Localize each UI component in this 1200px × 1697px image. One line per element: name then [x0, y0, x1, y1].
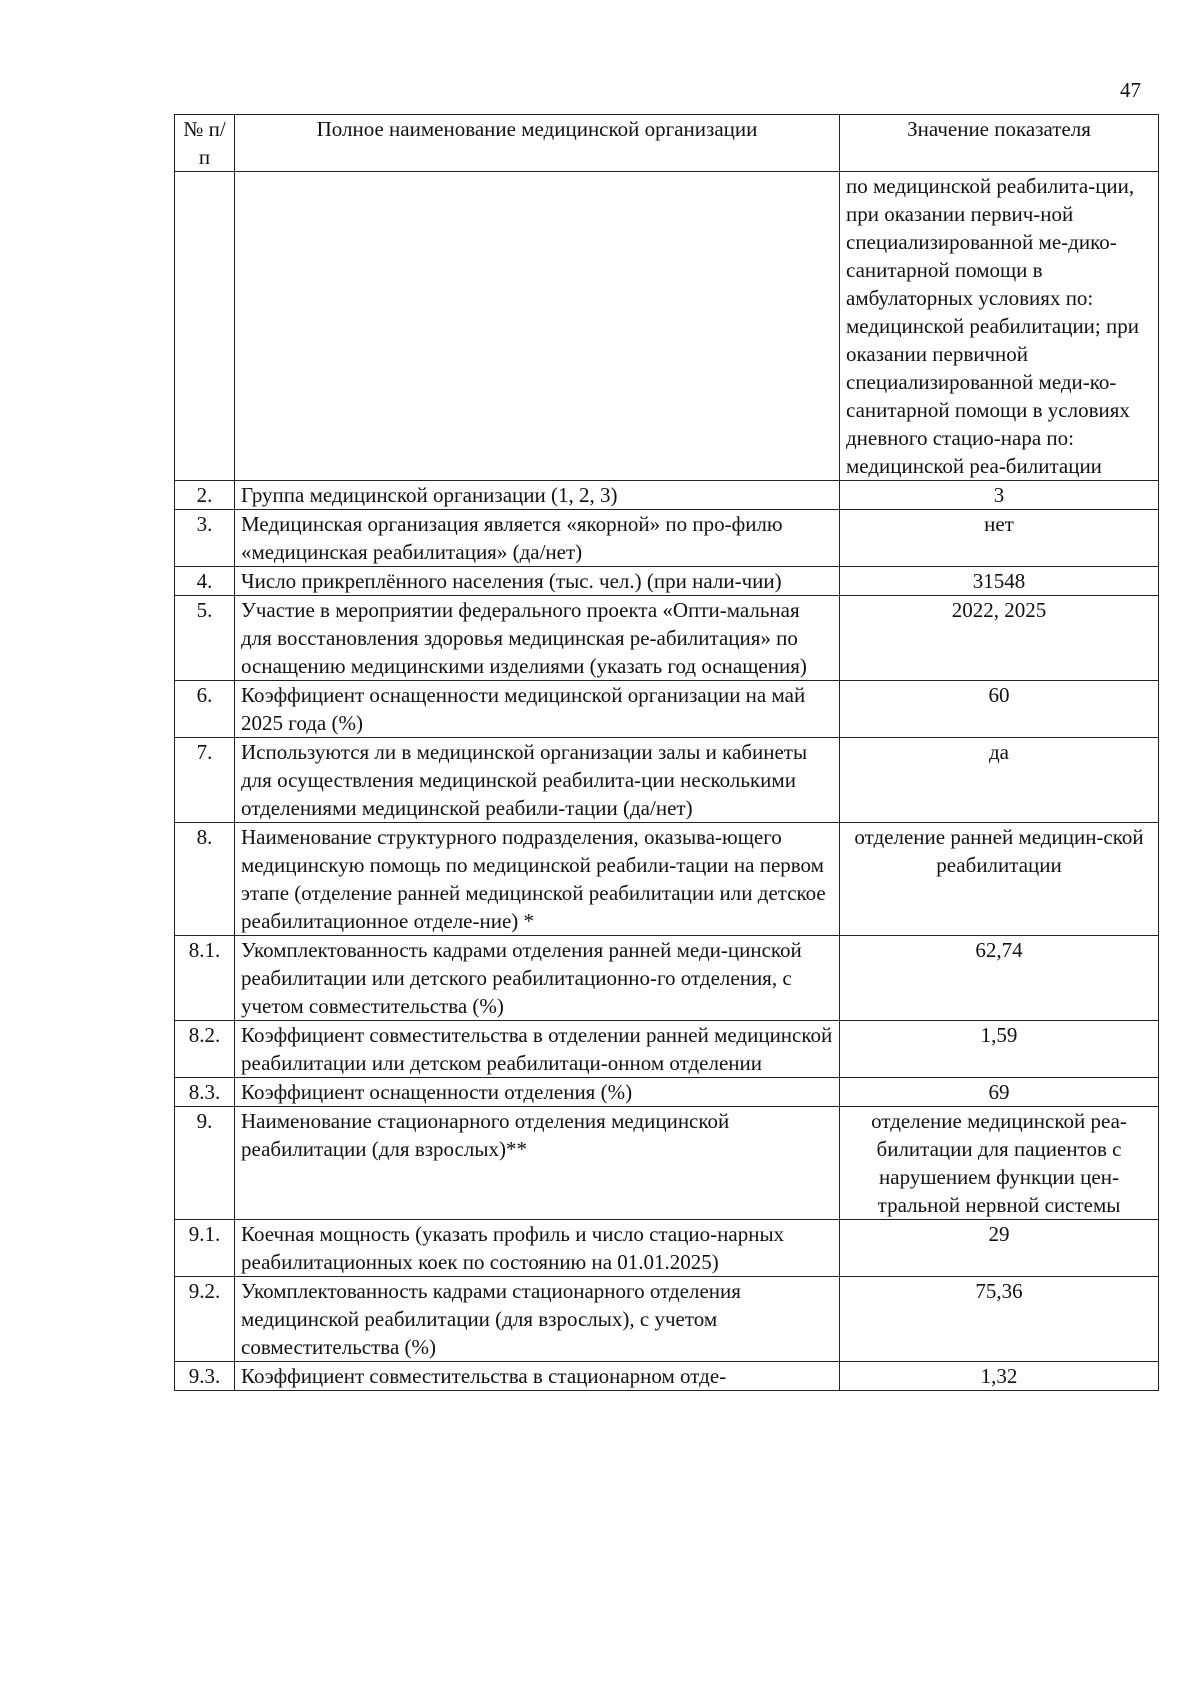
cell-value: 2022, 2025: [840, 596, 1159, 681]
cell-num: 4.: [175, 567, 235, 596]
cell-value: да: [840, 738, 1159, 823]
cell-name: Наименование стационарного отделения медицинской реабилитации (для взрослых)**: [235, 1107, 840, 1220]
cell-value: отделение медицинской реа-билитации для пациентов с нарушением функции цен-тральной нервной системы: [840, 1107, 1159, 1220]
cell-name: Участие в мероприятии федерального проекта «Опти-мальная для восстановления здоровья медицинская ре-абилитация» по оснащению медицинскими изделиями (указать год оснащения): [235, 596, 840, 681]
cell-name: Группа медицинской организации (1, 2, 3): [235, 481, 840, 510]
header-value: Значение показателя: [840, 115, 1159, 172]
cell-value: 1,32: [840, 1362, 1159, 1391]
cell-value: 75,36: [840, 1277, 1159, 1362]
cell-value: 62,74: [840, 936, 1159, 1021]
cell-value: 69: [840, 1078, 1159, 1107]
cell-num: 6.: [175, 681, 235, 738]
cell-name: Коэффициент совместительства в отделении ранней медицинской реабилитации или детском реабилитаци-онном отделении: [235, 1021, 840, 1078]
cell-num: 9.2.: [175, 1277, 235, 1362]
cell-name: Укомплектованность кадрами стационарного отделения медицинской реабилитации (для взрослых), с учетом совместительства (%): [235, 1277, 840, 1362]
table-row-continuation: [175, 172, 1159, 481]
cell-name: Коэффициент оснащенности медицинской организации на май 2025 года (%): [235, 681, 840, 738]
cell-value: 1,59: [840, 1021, 1159, 1078]
table-row: [175, 681, 1159, 738]
cell-num: 9.: [175, 1107, 235, 1220]
cell-value: 3: [840, 481, 1159, 510]
cell-num: 3.: [175, 510, 235, 567]
table-row: [175, 1362, 1159, 1391]
cell-value: отделение ранней медицин-ской реабилитации: [840, 823, 1159, 936]
header-name: Полное наименование медицинской организации: [235, 115, 840, 172]
cell-name: Коэффициент совместительства в стационарном отде-: [235, 1362, 840, 1391]
table-row: [175, 481, 1159, 510]
cell-num: [175, 172, 235, 481]
cell-num: 9.3.: [175, 1362, 235, 1391]
cell-name: Укомплектованность кадрами отделения ранней меди-цинской реабилитации или детского реабилитационно-го отделения, с учетом совместительства (%): [235, 936, 840, 1021]
page-number: 47: [1120, 78, 1141, 102]
cell-name: Число прикреплённого населения (тыс. чел.) (при нали-чии): [235, 567, 840, 596]
cell-value: 31548: [840, 567, 1159, 596]
table-row: [175, 936, 1159, 1021]
cell-value: нет: [840, 510, 1159, 567]
cell-num: 8.: [175, 823, 235, 936]
cell-name: [235, 172, 840, 481]
cell-name: Медицинская организация является «якорной» по про-филю «медицинская реабилитация» (да/нет): [235, 510, 840, 567]
table-header-row: [175, 115, 1159, 172]
cell-num: 8.1.: [175, 936, 235, 1021]
cell-value: 60: [840, 681, 1159, 738]
cell-value: 29: [840, 1220, 1159, 1277]
cell-name: Коэффициент оснащенности отделения (%): [235, 1078, 840, 1107]
cell-num: 9.1.: [175, 1220, 235, 1277]
table-row: [175, 1220, 1159, 1277]
table-row: [175, 567, 1159, 596]
table-row: [175, 1078, 1159, 1107]
table-row: [175, 1107, 1159, 1220]
cell-num: 8.3.: [175, 1078, 235, 1107]
table-row: [175, 1277, 1159, 1362]
table-row: [175, 1021, 1159, 1078]
table-row: [175, 510, 1159, 567]
cell-name: Коечная мощность (указать профиль и число стацио-нарных реабилитационных коек по состоянию на 01.01.2025): [235, 1220, 840, 1277]
header-num: № п/п: [175, 115, 235, 172]
cell-num: 8.2.: [175, 1021, 235, 1078]
table-row: [175, 596, 1159, 681]
cell-name: Наименование структурного подразделения, оказыва-ющего медицинскую помощь по медицинской реабили-тации на первом этапе (отделение ранней медицинской реабилитации или детское реабилитационное отделе-ние) *: [235, 823, 840, 936]
table-row: [175, 738, 1159, 823]
cell-num: 7.: [175, 738, 235, 823]
indicator-table: [174, 114, 1159, 1391]
cell-num: 2.: [175, 481, 235, 510]
cell-name: Используются ли в медицинской организации залы и кабинеты для осуществления медицинской реабилита-ции несколькими отделениями медицинской реабили-тации (да/нет): [235, 738, 840, 823]
table-row: [175, 823, 1159, 936]
cell-num: 5.: [175, 596, 235, 681]
cell-value: по медицинской реабилита-ции, при оказании первич-ной специализированной ме-дико-санитарной помощи в амбулаторных условиях по: медицинской реабилитации; при оказании первичной специализированной меди-ко-санитарной помощи в условиях дневного стацио-нара по: медицинской реа-билитации: [840, 172, 1159, 481]
